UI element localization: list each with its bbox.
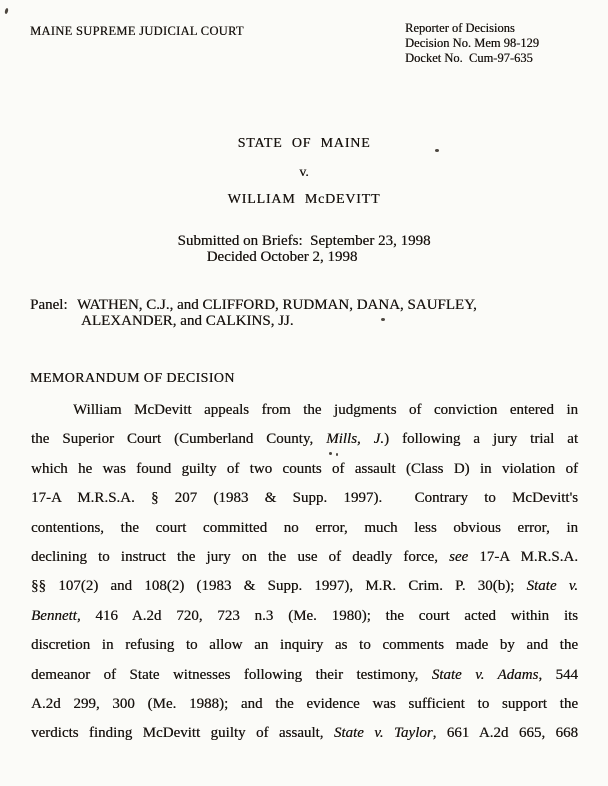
panel-label: Panel: bbox=[30, 297, 68, 313]
body-text-segment: , 661 A.2d 665, 668 bbox=[432, 725, 578, 742]
italic-citation: Mills, J. bbox=[326, 431, 385, 448]
case-dates-block bbox=[0, 234, 608, 265]
party-plaintiff: STATE OF MAINE bbox=[237, 136, 371, 151]
body-text-segment: 17-A M.R.S.A. § 207 (1983 & Supp. 1997). Contrary to McDevitt's bbox=[31, 490, 578, 507]
memorandum-heading: MEMORANDUM OF DECISION bbox=[30, 371, 235, 386]
body-text-segment: declining to instruct the jury on the use of deadly force, bbox=[31, 548, 449, 565]
body-text-segment: 17-A M.R.S.A. bbox=[468, 548, 578, 565]
body-text-segment: discretion in refusing to allow an inquiry as to comments made by and the bbox=[31, 637, 578, 654]
body-text-line bbox=[31, 690, 578, 719]
party-defendant: WILLIAM McDEVITT bbox=[227, 192, 381, 207]
versus-marker: v. bbox=[299, 165, 309, 180]
panel-block bbox=[30, 298, 477, 329]
body-text-segment: , 544 bbox=[538, 666, 578, 683]
decided-date-line: Decided October 2, 1998 bbox=[206, 248, 358, 265]
italic-citation: see bbox=[449, 548, 469, 565]
body-text-line bbox=[31, 425, 578, 454]
scan-artifact bbox=[4, 8, 8, 15]
italic-citation: Bennett bbox=[31, 607, 77, 624]
italic-citation: State v. bbox=[526, 578, 578, 595]
italic-citation: State v. Taylor bbox=[333, 725, 433, 742]
submitted-date-line: Submitted on Briefs: September 23, 1998 bbox=[177, 233, 431, 249]
body-text-segment: which he was found guilty of two counts of assault (Class D) in violation of bbox=[31, 460, 578, 477]
body-text-line bbox=[31, 455, 578, 484]
body-text-segment: A.2d 299, 300 (Me. 1988); and the evidence was sufficient to support the bbox=[31, 695, 578, 712]
body-text-line bbox=[31, 484, 578, 513]
body-text-line bbox=[31, 543, 578, 572]
body-text-line bbox=[31, 572, 578, 601]
body-text-line bbox=[31, 396, 578, 425]
body-text-line bbox=[31, 661, 578, 690]
decision-body bbox=[31, 396, 578, 749]
body-text-line bbox=[31, 514, 578, 543]
court-name: MAINE SUPREME JUDICIAL COURT bbox=[30, 24, 244, 38]
body-text-line bbox=[31, 602, 578, 631]
body-text-segment: demeanor of State witnesses following their testimony, bbox=[31, 666, 432, 683]
body-text-segment: the Superior Court (Cumberland County, bbox=[31, 431, 327, 448]
panel-judges-line-1: WATHEN, C.J., and CLIFFORD, RUDMAN, DANA, SAUFLEY, bbox=[77, 297, 477, 313]
decision-number-line: Decision No. Mem 98-129 bbox=[405, 36, 540, 50]
body-text-line bbox=[31, 719, 578, 748]
reporter-info-block bbox=[405, 21, 539, 66]
body-text-segment: verdicts finding McDevitt guilty of assault, bbox=[31, 725, 334, 742]
body-text-line bbox=[31, 631, 578, 660]
body-text-segment: , 416 A.2d 720, 723 n.3 (Me. 1980); the court acted within its bbox=[76, 607, 578, 624]
panel-judges-line-2: ALEXANDER, and CALKINS, JJ. bbox=[81, 312, 294, 329]
panel-judges bbox=[77, 298, 477, 329]
docket-number-line: Docket No. Cum-97-635 bbox=[405, 51, 533, 65]
body-text-segment: William McDevitt appeals from the judgments of conviction entered in bbox=[73, 402, 578, 418]
reporter-of-decisions-line: Reporter of Decisions bbox=[405, 21, 515, 35]
body-text-segment: §§ 107(2) and 108(2) (1983 & Supp. 1997), M.R. Crim. P. 30(b); bbox=[31, 578, 527, 595]
body-text-segment: ) following a jury trial at bbox=[384, 431, 578, 448]
italic-citation: State v. Adams bbox=[431, 666, 539, 683]
body-text-segment: contentions, the court committed no error, much less obvious error, in bbox=[31, 519, 578, 536]
